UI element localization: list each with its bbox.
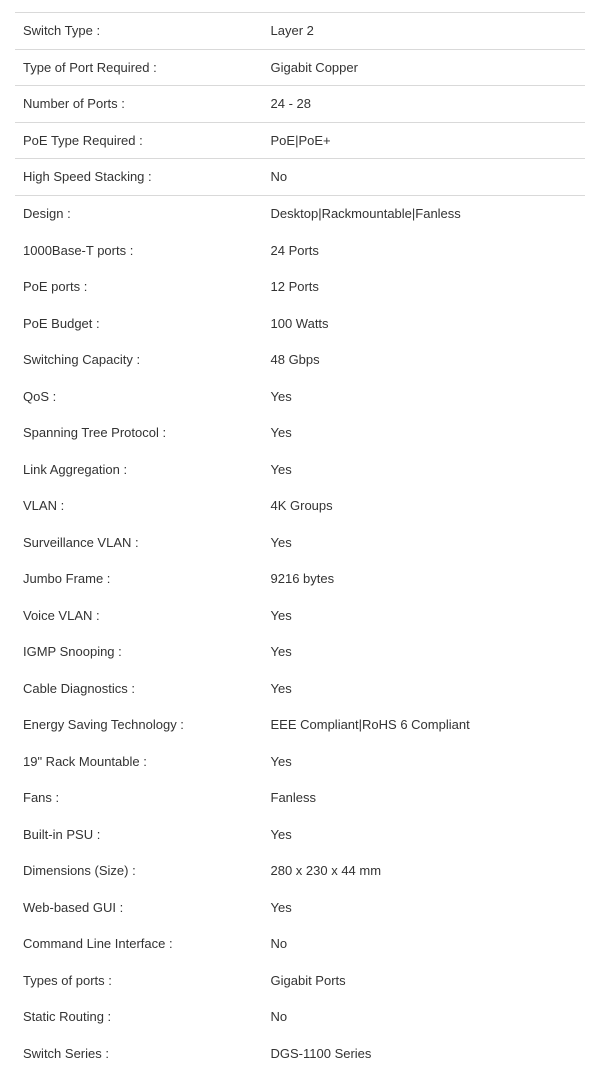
spec-value: Gigabit Ports [270,972,346,988]
spec-label: PoE Budget : [23,315,100,331]
spec-value: No [270,169,288,185]
spec-value: 100 Watts [270,315,329,331]
spec-label: Switch Type : [23,23,101,39]
spec-value: 24 Ports [270,242,319,258]
spec-row [15,889,585,926]
spec-label: Spanning Tree Protocol : [23,425,167,441]
spec-label: High Speed Stacking : [23,169,152,185]
spec-row [15,926,585,963]
spec-value: 12 Ports [270,279,319,295]
spec-value: 280 x 230 x 44 mm [270,863,382,879]
spec-label: Number of Ports : [23,96,125,112]
spec-row [15,342,585,379]
spec-value: Yes [270,899,292,915]
spec-row [15,707,585,744]
spec-label: IGMP Snooping : [23,644,122,660]
spec-row [15,196,585,233]
spec-row [15,86,585,123]
spec-label: Surveillance VLAN : [23,534,139,550]
spec-row [15,232,585,269]
spec-value: 4K Groups [270,498,333,514]
spec-label: Switch Series : [23,1045,109,1061]
spec-label: Built-in PSU : [23,826,101,842]
spec-row [15,524,585,561]
spec-value: 9216 bytes [270,571,335,587]
spec-row [15,670,585,707]
spec-value: DGS-1100 Series [270,1045,372,1061]
spec-value: Yes [270,644,292,660]
spec-label: Design : [23,206,71,222]
spec-value: Yes [270,607,292,623]
spec-row [15,816,585,853]
spec-row [15,50,585,87]
spec-label: PoE Type Required : [23,132,143,148]
spec-label: Types of ports : [23,972,112,988]
spec-row [15,123,585,160]
spec-label: Dimensions (Size) : [23,863,136,879]
spec-row [15,159,585,196]
spec-value: 24 - 28 [270,96,311,112]
spec-row [15,488,585,525]
spec-value: Yes [270,753,292,769]
spec-value: Yes [270,388,292,404]
spec-row [15,743,585,780]
spec-row [15,853,585,890]
spec-value: Yes [270,534,292,550]
spec-value: Yes [270,680,292,696]
spec-row [15,962,585,999]
spec-label: Type of Port Required : [23,59,157,75]
spec-label: Link Aggregation : [23,461,128,477]
spec-row [15,999,585,1036]
spec-value: Yes [270,425,292,441]
spec-row [15,634,585,671]
spec-row [15,305,585,342]
spec-label: Static Routing : [23,1009,112,1025]
spec-label: Voice VLAN : [23,607,100,623]
spec-value: Yes [270,461,292,477]
spec-value: Layer 2 [270,23,314,39]
spec-label: 1000Base-T ports : [23,242,134,258]
spec-value: EEE Compliant|RoHS 6 Compliant [270,717,470,733]
spec-value: Gigabit Copper [270,59,358,75]
spec-value: PoE|PoE+ [270,132,331,148]
spec-row [15,561,585,598]
spec-label: VLAN : [23,498,65,514]
spec-label: PoE ports : [23,279,88,295]
spec-label: Switching Capacity : [23,352,141,368]
spec-row [15,378,585,415]
spec-label: Fans : [23,790,60,806]
spec-value: Desktop|Rackmountable|Fanless [270,206,461,222]
spec-value: 48 Gbps [270,352,320,368]
spec-row [15,1035,585,1072]
spec-value: Yes [270,826,292,842]
spec-value: No [270,936,288,952]
spec-row [15,451,585,488]
spec-value: Fanless [270,790,317,806]
spec-row [15,780,585,817]
spec-row [15,13,585,50]
spec-table [15,12,585,1072]
spec-row [15,269,585,306]
spec-label: QoS : [23,388,57,404]
spec-row [15,597,585,634]
spec-label: Web-based GUI : [23,899,124,915]
spec-label: Energy Saving Technology : [23,717,184,733]
spec-label: 19" Rack Mountable : [23,753,147,769]
spec-label: Command Line Interface : [23,936,173,952]
spec-value: No [270,1009,288,1025]
spec-label: Jumbo Frame : [23,571,111,587]
spec-label: Cable Diagnostics : [23,680,135,696]
spec-row [15,415,585,452]
